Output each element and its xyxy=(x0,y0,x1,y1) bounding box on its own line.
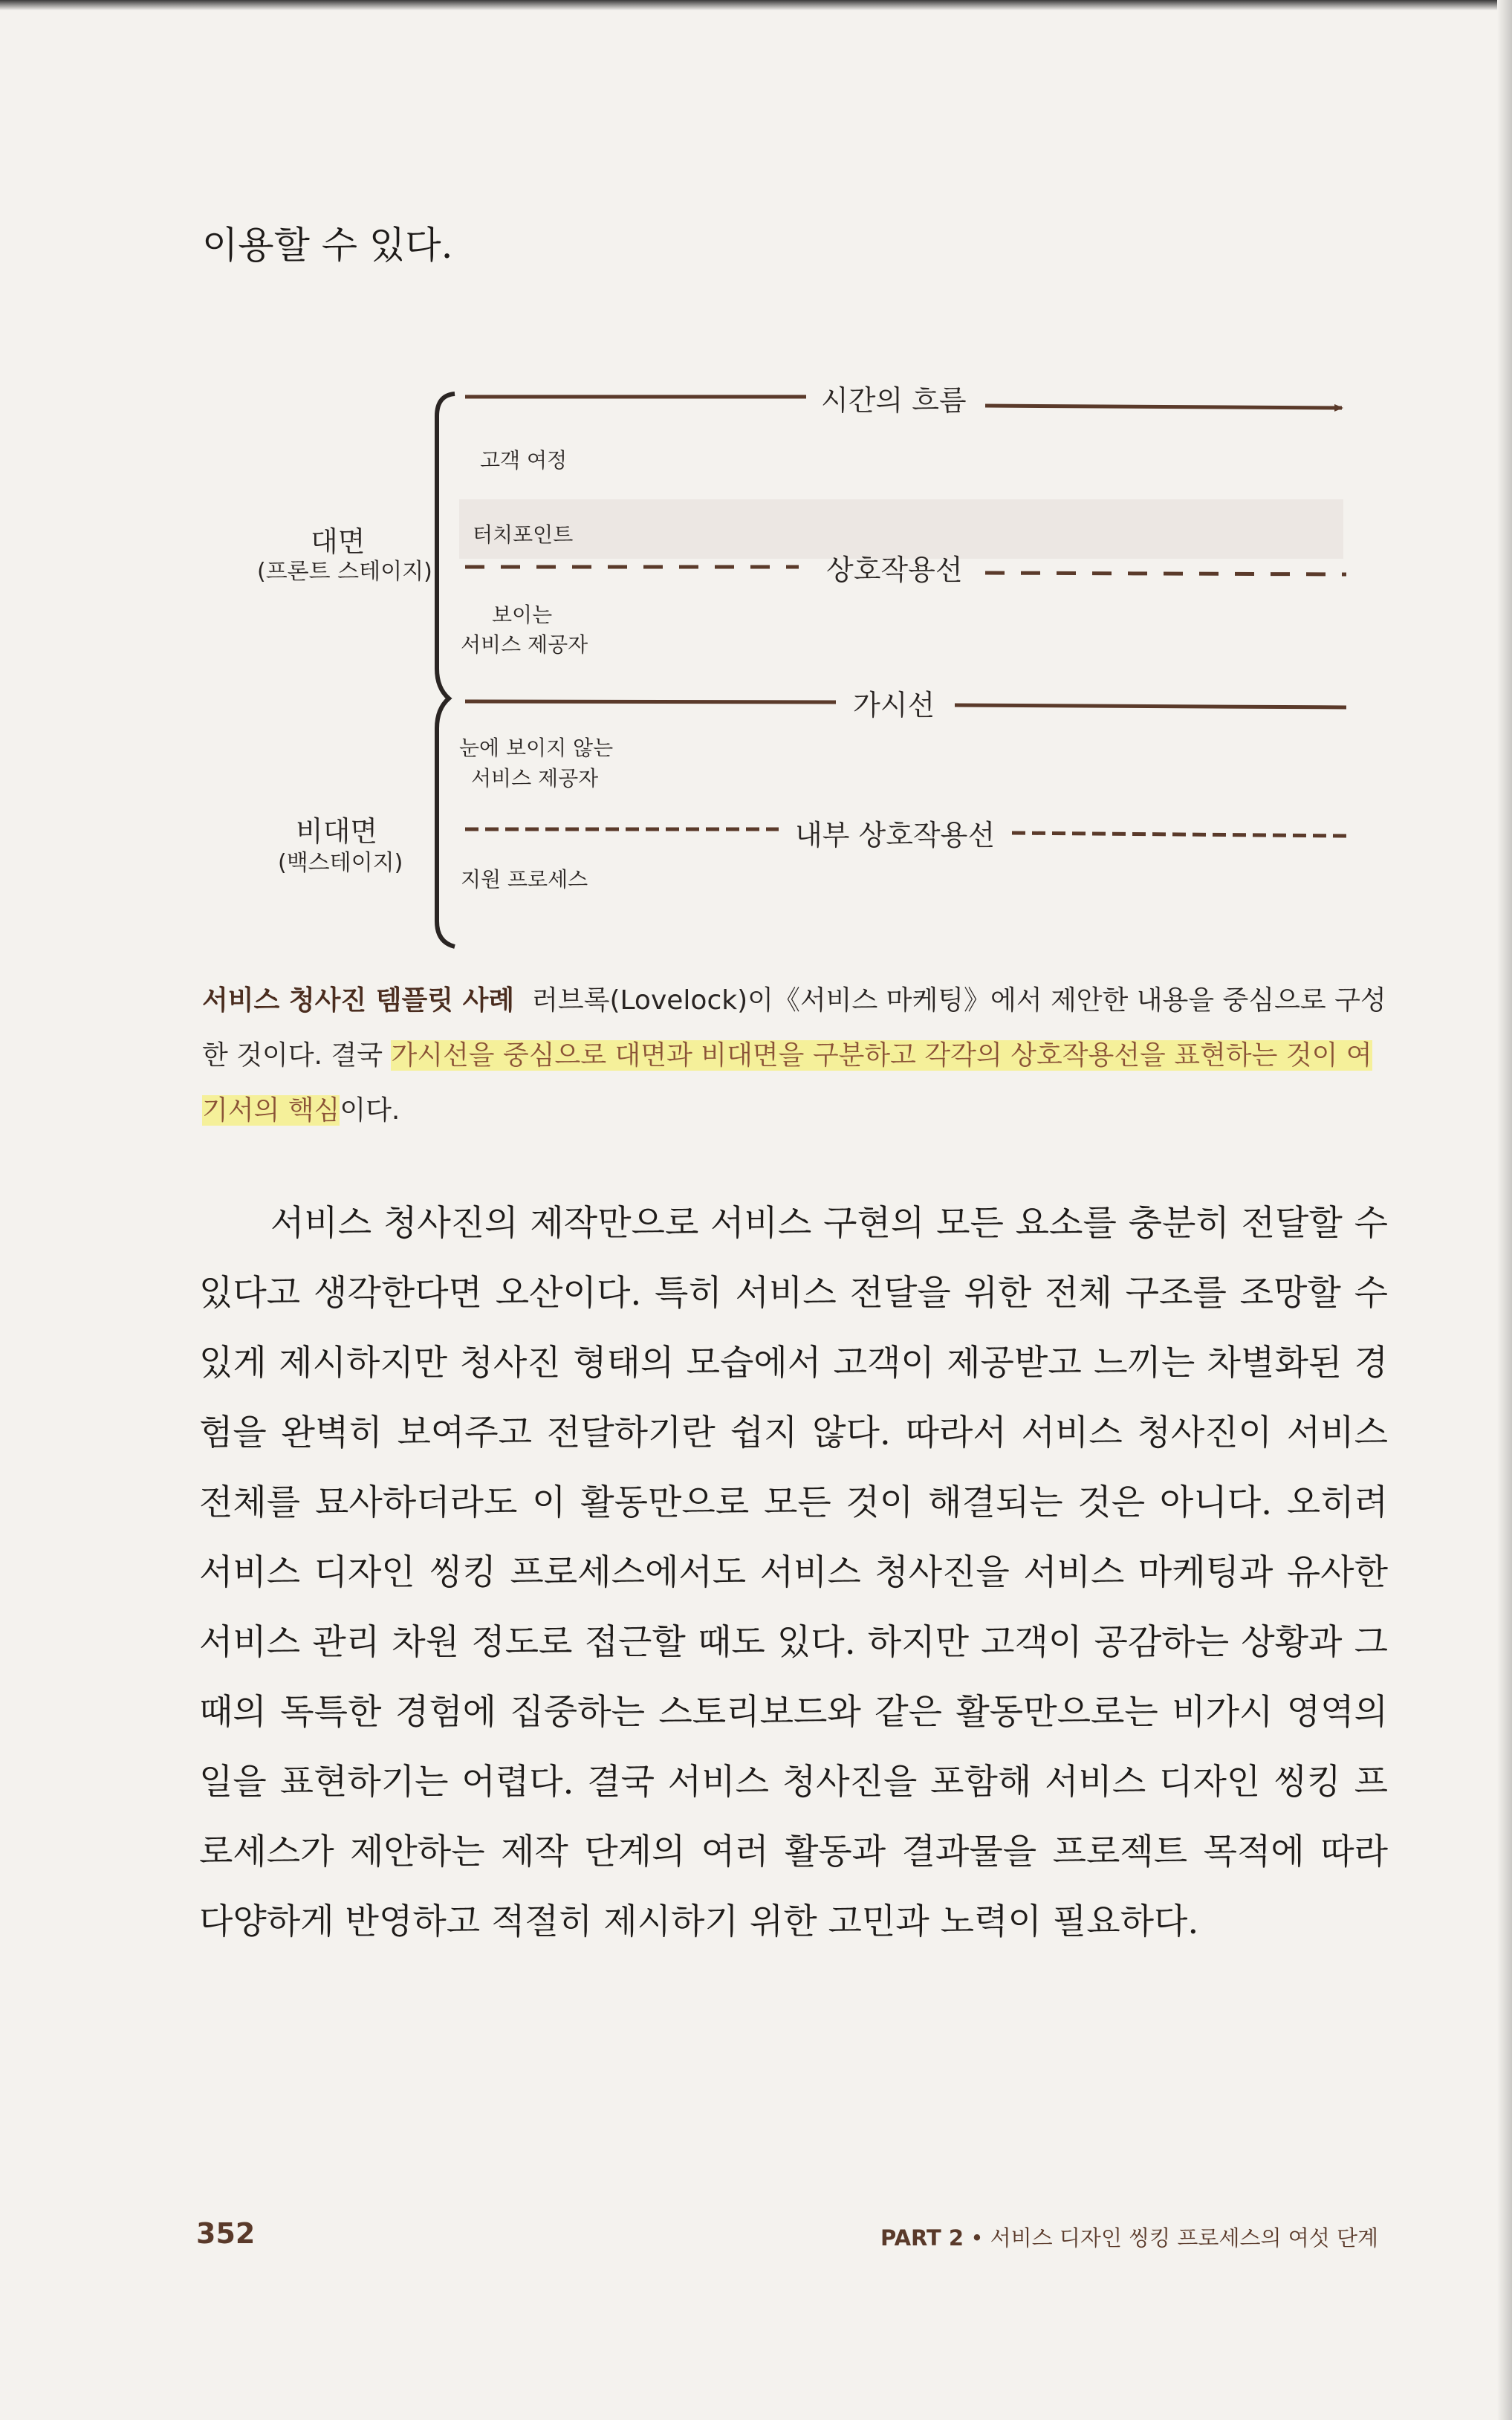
footer-bullet: • xyxy=(970,2225,984,2251)
footer-part: PART 2 xyxy=(880,2225,964,2251)
body-paragraph: 서비스 청사진의 제작만으로 서비스 구현의 모든 요소를 충분히 전달할 수 있다고 생각한다면 오산이다. 특히 서비스 전달을 위한 전체 구조를 조망할 수 있게 제시하지만 청사진 형태의 모습에서 고객이 제공받고 느끼는 차별화된 경험을 완벽히 보여주고 전달하기란 쉽지 않다. 따라서 서비스 청사진이 서비스 전체를 묘사하더라도 이 활동만으로 모든 것이 해결되는 것은 아니다. 오히려 서비스 디자인 씽킹 프로세스에서도 서비스 청사진을 서비스 마케팅과 유사한 서비스 관리 차원 정도로 접근할 때도 있다. 하지만 고객이 공감하는 상황과 그때의 독특한 경험에 집중하는 스토리보드와 같은 활동만으로는 비가시 영역의 일을 표현하기는 어렵다. 결국 서비스 청사진을 포함해 서비스 디자인 씽킹 프로세스가 제안하는 제작 단계의 여러 활동과 결과물을 프로젝트 목적에 따라 다양하게 반영하고 적절히 제시하기 위한 고민과 노력이 필요하다. xyxy=(199,1203,1388,1942)
back-stage-subtitle: (백스테이지) xyxy=(278,850,403,876)
time-flow-arrow xyxy=(985,406,1342,408)
caption-title: 서비스 청사진 템플릿 사례 xyxy=(202,985,515,1016)
front-stage-title: 대면 xyxy=(311,525,366,558)
caption-text-end: 이다. xyxy=(340,1095,400,1126)
visible-provider-label-2: 서비스 제공자 xyxy=(461,632,588,657)
footer-section: 서비스 디자인 씽킹 프로세스의 여섯 단계 xyxy=(990,2225,1378,2251)
visibility-line-left xyxy=(465,701,836,702)
front-stage-subtitle: (프론트 스테이지) xyxy=(257,559,432,585)
visibility-line-label: 가시선 xyxy=(853,689,935,721)
internal-interaction-line-right xyxy=(1012,833,1346,836)
customer-journey-label: 고객 여정 xyxy=(480,448,568,473)
interaction-line-right xyxy=(985,573,1346,574)
back-stage-title: 비대면 xyxy=(296,815,378,848)
intro-line: 이용할 수 있다. xyxy=(202,224,453,267)
support-process-label: 지원 프로세스 xyxy=(461,867,588,892)
invisible-provider-label-1: 눈에 보이지 않는 xyxy=(459,736,614,760)
caption-text: 러브록(Lovelock)이《서비스 마케팅》에서 제안한 내용을 중심으로 구성한 것이다. 결국 xyxy=(202,985,1386,1071)
invisible-provider-label-2: 서비스 제공자 xyxy=(471,766,599,791)
time-flow-label: 시간의 흐름 xyxy=(821,384,967,417)
front-stage-brace xyxy=(437,394,455,947)
interaction-line-label: 상호작용선 xyxy=(826,554,963,586)
internal-interaction-line-label: 내부 상호작용선 xyxy=(795,819,996,851)
visibility-line-right xyxy=(955,705,1346,707)
figure-caption xyxy=(202,973,1391,1138)
caption-highlight: 가시선을 중심으로 대면과 비대면을 구분하고 각각의 상호작용선을 표현하는 것이 여기서의 핵심 xyxy=(202,1040,1372,1126)
running-footer xyxy=(880,2222,1378,2252)
page-number: 352 xyxy=(196,2217,256,2250)
visible-provider-label-1: 보이는 xyxy=(492,603,553,627)
touchpoint-label: 터치포인트 xyxy=(473,522,574,547)
